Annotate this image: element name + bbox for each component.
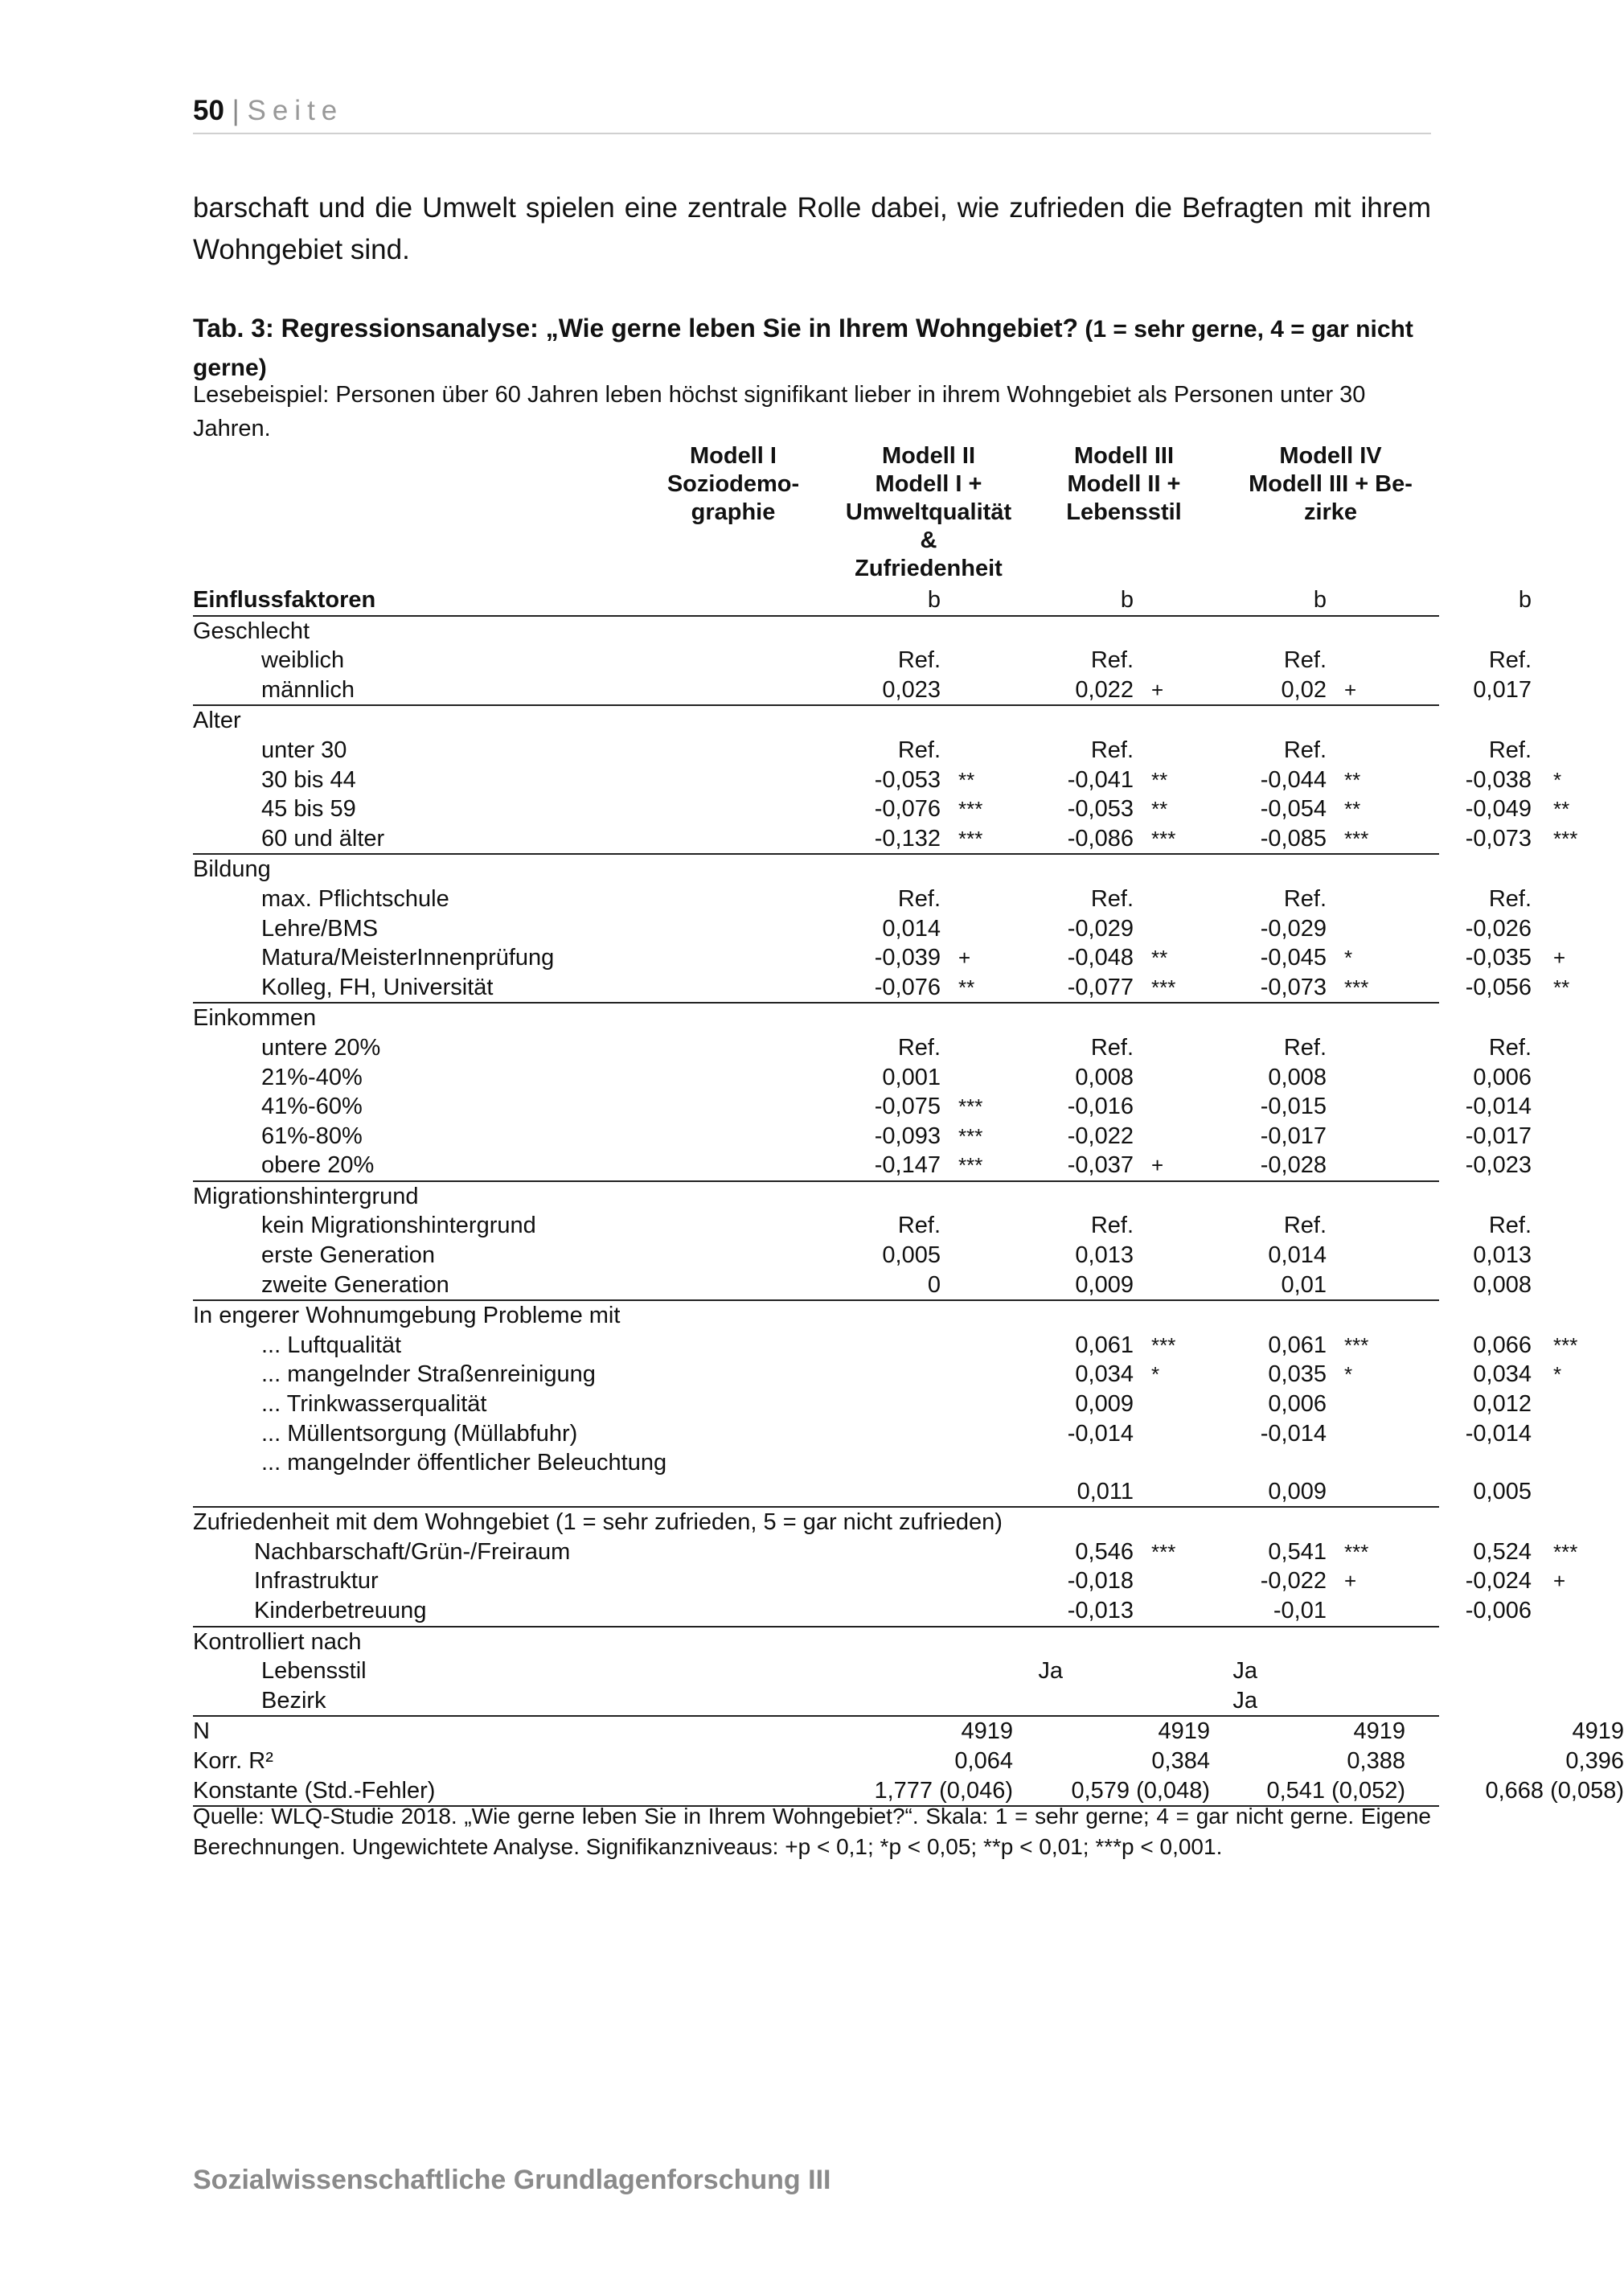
coef-value: Ref. <box>1283 885 1327 912</box>
row-label: weiblich <box>261 647 345 674</box>
coef-value: 0,061 <box>1075 1332 1134 1358</box>
coef-value: -0,041 <box>1067 766 1134 793</box>
group-label: Migrationshintergrund <box>193 1183 419 1209</box>
stats-value: 4919 <box>1353 1718 1405 1745</box>
control-value-model-3: Ja <box>1038 1658 1063 1685</box>
coef-value: 0,541 <box>1268 1538 1327 1565</box>
table-caption <box>193 310 1431 387</box>
table-row <box>193 794 1570 824</box>
row-label: männlich <box>261 676 355 703</box>
coef-value: 0,546 <box>1075 1538 1134 1565</box>
controls-header-row <box>193 1626 1439 1657</box>
coef-value: -0,029 <box>1067 915 1134 942</box>
row-label: ... mangelnder Straßenreinigung <box>261 1361 596 1388</box>
coef-value: -0,073 <box>1260 974 1327 1000</box>
model-header-line: Modell II <box>882 443 975 469</box>
significance-marker: + <box>1553 1569 1566 1594</box>
coef-value: Ref. <box>1283 1034 1327 1061</box>
coef-value: 0,001 <box>882 1064 941 1090</box>
coef-value: -0,049 <box>1465 796 1532 823</box>
row-label: obere 20% <box>261 1152 375 1179</box>
group-header-row <box>193 1002 1439 1033</box>
coef-value: -0,014 <box>1465 1420 1532 1447</box>
row-label: Kinderbetreuung <box>254 1598 427 1623</box>
significance-marker: *** <box>958 1123 983 1148</box>
page-word: Seite <box>247 95 344 126</box>
coef-value: -0,077 <box>1067 974 1134 1000</box>
coef-value: Ref. <box>1283 647 1327 674</box>
table-row <box>193 646 1532 675</box>
intro-paragraph: barschaft und die Umwelt spielen eine zentrale Rolle dabei, wie zufrieden die Befragten mit ihrem Wohngebiet sind. <box>193 192 1431 265</box>
model-header-line: Zufriedenheit <box>855 556 1003 581</box>
coef-value: 0,009 <box>1075 1271 1134 1298</box>
table-row <box>193 1448 1532 1506</box>
table-row <box>193 973 1570 1003</box>
table-row <box>193 914 1532 944</box>
group-header-row <box>193 704 1439 736</box>
row-label: kein Migrationshintergrund <box>261 1213 536 1239</box>
regression-table <box>193 585 1624 1807</box>
table-row <box>193 1360 1562 1389</box>
page-header <box>193 95 1431 127</box>
significance-marker: + <box>1344 1569 1357 1594</box>
coef-value: 0,017 <box>1473 676 1532 703</box>
page-number: 50 <box>193 95 224 126</box>
row-label: 61%-80% <box>261 1123 363 1149</box>
model-header-3 <box>1003 442 1245 527</box>
significance-marker: * <box>1151 1362 1160 1387</box>
coef-value: -0,048 <box>1067 945 1134 971</box>
coef-value: -0,014 <box>1067 1420 1134 1447</box>
model-header-line: Soziodemo- <box>666 471 800 497</box>
row-label: Matura/MeisterInnenprüfung <box>261 945 555 971</box>
coef-value: Ref. <box>1488 1034 1532 1061</box>
control-value-model-4: Ja <box>1232 1658 1257 1685</box>
significance-marker: *** <box>958 797 983 822</box>
row-label: 30 bis 44 <box>261 766 356 793</box>
table-row <box>193 736 1532 766</box>
coef-value: 0,008 <box>1075 1064 1134 1090</box>
coef-value: 0,01 <box>1281 1271 1327 1298</box>
significance-marker: ** <box>1344 767 1361 792</box>
control-value-model-4: Ja <box>1232 1687 1257 1714</box>
coef-value: 0,013 <box>1473 1242 1532 1269</box>
column-label-einflussfaktoren: Einflussfaktoren <box>193 587 376 613</box>
stats-value: 0,541 (0,052) <box>1266 1777 1405 1804</box>
row-label: ... mangelnder öffentlicher Beleuchtung <box>261 1450 667 1476</box>
significance-marker: + <box>1553 946 1566 971</box>
row-label: 45 bis 59 <box>261 796 356 823</box>
coef-value: Ref. <box>1090 885 1134 912</box>
coef-value: 0,008 <box>1268 1064 1327 1090</box>
significance-marker: ** <box>958 767 975 792</box>
model-header-line: Modell II + <box>1067 471 1181 497</box>
coef-value: 0,013 <box>1075 1242 1134 1269</box>
significance-marker: *** <box>1344 1539 1369 1564</box>
caption-scale: (1 = sehr gerne, 4 = gar nicht gerne) <box>193 316 1413 381</box>
group-label: Bildung <box>193 856 271 883</box>
coef-value: -0,093 <box>874 1123 941 1149</box>
significance-marker: ** <box>958 975 975 999</box>
significance-marker: * <box>1553 767 1562 792</box>
coef-value: -0,132 <box>874 825 941 852</box>
table-row <box>193 1566 1566 1596</box>
coef-value: -0,014 <box>1260 1420 1327 1447</box>
stats-value: 0,388 <box>1347 1747 1405 1774</box>
coef-value: 0,009 <box>1268 1479 1327 1505</box>
coef-value: 0,035 <box>1268 1361 1327 1388</box>
coef-value: 0,066 <box>1473 1332 1532 1358</box>
coef-value: Ref. <box>1283 1213 1327 1239</box>
table-row <box>193 1122 1532 1151</box>
controls-row <box>193 1656 1439 1686</box>
coef-value: Ref. <box>897 1213 941 1239</box>
model-header-line: Umweltqualität <box>845 499 1012 525</box>
coef-value: -0,147 <box>874 1152 941 1179</box>
table-row <box>193 766 1562 795</box>
coef-value: -0,085 <box>1260 825 1327 852</box>
significance-marker: + <box>958 946 971 971</box>
stats-label: Korr. R² <box>193 1747 273 1774</box>
coef-value: -0,013 <box>1067 1598 1134 1623</box>
controls-row <box>193 1686 1439 1716</box>
significance-marker: ** <box>1344 797 1361 822</box>
model-header-line: graphie <box>691 499 776 525</box>
group-header-row <box>193 1299 1439 1331</box>
model-header-line: Modell III <box>1073 443 1175 469</box>
coef-value: 0,012 <box>1473 1391 1532 1418</box>
coef-value: -0,076 <box>874 796 941 823</box>
coef-value: 0,005 <box>882 1242 941 1269</box>
coef-header-2: b <box>1120 587 1134 613</box>
group-header-row <box>193 1180 1439 1212</box>
coef-value: 0,022 <box>1075 676 1134 703</box>
controls-label: Kontrolliert nach <box>193 1628 362 1655</box>
reading-example: Lesebeispiel: Personen über 60 Jahren leben höchst signifikant lieber in ihrem Wohngebiet als Personen unter 30 Jahren. <box>193 382 1366 441</box>
row-label: ... Luftqualität <box>261 1332 402 1358</box>
group-label: Geschlecht <box>193 618 310 644</box>
coef-value: -0,026 <box>1465 915 1532 942</box>
coef-value: -0,006 <box>1465 1598 1532 1623</box>
table-row <box>193 675 1532 705</box>
group-label: Zufriedenheit mit dem Wohngebiet (1 = sehr zufrieden, 5 = gar nicht zufrieden) <box>193 1509 1003 1536</box>
group-header-row <box>193 1506 1439 1537</box>
coef-value: -0,022 <box>1067 1123 1134 1149</box>
coef-value: 0,008 <box>1473 1271 1532 1298</box>
significance-marker: *** <box>1553 1539 1578 1564</box>
coef-value: Ref. <box>1488 737 1532 763</box>
row-label: ... Trinkwasserqualität <box>261 1391 487 1418</box>
coef-value: Ref. <box>897 737 941 763</box>
coef-value: Ref. <box>1283 737 1327 763</box>
significance-marker: * <box>1344 1362 1353 1387</box>
model-header-line: Modell I <box>690 443 777 469</box>
source-note: Quelle: WLQ-Studie 2018. „Wie gerne leben Sie in Ihrem Wohngebiet?“. Skala: 1 = sehr gerne; 4 = gar nicht gerne. Eigene Berechnungen. Ungewichtete Analyse. Signifikanzniveaus: +p < 0,1; *p < 0,05; **p < 0,01; ***p < 0,001. <box>193 1804 1431 1859</box>
significance-marker: *** <box>958 1094 983 1119</box>
coef-value: -0,029 <box>1260 915 1327 942</box>
row-label: Nachbarschaft/Grün-/Freiraum <box>254 1538 571 1565</box>
significance-marker: *** <box>1344 826 1369 851</box>
row-label: erste Generation <box>261 1242 436 1269</box>
model-header-line: Modell III + Be- <box>1249 471 1413 497</box>
coef-value: -0,017 <box>1260 1123 1327 1149</box>
group-label: In engerer Wohnumgebung Probleme mit <box>193 1303 621 1329</box>
coef-value: 0,023 <box>882 676 941 703</box>
coef-value: -0,014 <box>1465 1094 1532 1120</box>
coef-value: 0,009 <box>1075 1391 1134 1418</box>
significance-marker: + <box>1151 677 1164 702</box>
coef-value: Ref. <box>1090 1213 1134 1239</box>
coef-value: 0,02 <box>1281 676 1327 703</box>
stats-value: 0,579 (0,048) <box>1071 1777 1210 1804</box>
coef-value: 0,034 <box>1075 1361 1134 1388</box>
table-row <box>193 1537 1578 1567</box>
table-row <box>193 1241 1532 1270</box>
significance-marker: *** <box>1553 1332 1578 1357</box>
coef-value: -0,076 <box>874 974 941 1000</box>
coef-value: Ref. <box>897 647 941 674</box>
coef-value: -0,073 <box>1465 825 1532 852</box>
significance-marker: *** <box>1553 826 1578 851</box>
stats-value: 0,396 <box>1565 1747 1624 1774</box>
table-row <box>193 824 1578 854</box>
significance-marker: ** <box>1553 797 1570 822</box>
header-rule <box>193 133 1431 134</box>
table-row <box>193 1151 1532 1180</box>
row-label: Kolleg, FH, Universität <box>261 974 494 1000</box>
table-row <box>193 1211 1532 1241</box>
coef-value: Ref. <box>1090 737 1134 763</box>
coef-value: 0,034 <box>1473 1361 1532 1388</box>
stats-value: 0,668 (0,058) <box>1485 1777 1624 1804</box>
table-row <box>193 1270 1532 1300</box>
row-label: Lehre/BMS <box>261 915 379 942</box>
coef-value: 0,006 <box>1473 1064 1532 1090</box>
significance-marker: * <box>1344 946 1353 971</box>
stats-label: N <box>193 1718 210 1745</box>
coef-header-1: b <box>927 587 941 613</box>
row-label: Infrastruktur <box>254 1568 379 1595</box>
page-separator: | <box>232 95 240 126</box>
coef-value: 0,061 <box>1268 1332 1327 1358</box>
coef-value: 0,011 <box>1077 1479 1134 1505</box>
significance-marker: *** <box>1344 975 1369 999</box>
coef-value: -0,035 <box>1465 945 1532 971</box>
coef-value: -0,037 <box>1067 1152 1134 1179</box>
coef-value: -0,053 <box>874 766 941 793</box>
row-label: max. Pflichtschule <box>261 885 449 912</box>
model-header-line: Modell I + <box>875 471 982 497</box>
table-row <box>193 1331 1578 1361</box>
coef-value: Ref. <box>1090 1034 1134 1061</box>
significance-marker: *** <box>1151 1539 1176 1564</box>
significance-marker: ** <box>1553 975 1570 999</box>
model-header-line: zirke <box>1303 499 1358 525</box>
stats-value: 1,777 (0,046) <box>874 1777 1013 1804</box>
group-label: Alter <box>193 708 241 734</box>
significance-marker: ** <box>1151 797 1168 822</box>
stats-label: Konstante (Std.-Fehler) <box>193 1777 436 1804</box>
coef-value: -0,086 <box>1067 825 1134 852</box>
significance-marker: *** <box>1151 975 1176 999</box>
significance-marker: *** <box>1151 1332 1176 1357</box>
stats-value: 0,384 <box>1151 1747 1210 1774</box>
table-row <box>193 885 1532 914</box>
row-label: unter 30 <box>261 737 347 763</box>
significance-marker: + <box>1344 677 1357 702</box>
table-row <box>193 1063 1532 1093</box>
row-label: 60 und älter <box>261 825 385 852</box>
coef-value: 0,006 <box>1268 1391 1327 1418</box>
coef-value: -0,053 <box>1067 796 1134 823</box>
table-row <box>193 1092 1532 1122</box>
controls-row-label: Lebensstil <box>261 1658 367 1685</box>
significance-marker: * <box>1553 1362 1562 1387</box>
coef-value: -0,054 <box>1260 796 1327 823</box>
table-row <box>193 1596 1532 1626</box>
coef-value: Ref. <box>1488 1213 1532 1239</box>
significance-marker: + <box>1151 1153 1164 1178</box>
table-header-row <box>193 585 1532 617</box>
coef-value: Ref. <box>897 885 941 912</box>
coef-value: -0,075 <box>874 1094 941 1120</box>
coef-header-3: b <box>1313 587 1327 613</box>
coef-value: 0,014 <box>882 915 941 942</box>
coef-value: 0 <box>927 1271 941 1298</box>
coef-value: 0,014 <box>1268 1242 1327 1269</box>
significance-marker: ** <box>1151 767 1168 792</box>
row-label: zweite Generation <box>261 1271 449 1298</box>
coef-value: -0,01 <box>1273 1598 1327 1623</box>
group-header-row <box>193 853 1439 885</box>
row-label: untere 20% <box>261 1034 381 1061</box>
controls-row-label: Bezirk <box>261 1687 326 1714</box>
coef-value: Ref. <box>897 1034 941 1061</box>
significance-marker: *** <box>958 1153 983 1178</box>
page-footer: Sozialwissenschaftliche Grundlagenforschung III <box>193 2165 831 2195</box>
significance-marker: *** <box>958 826 983 851</box>
significance-marker: *** <box>1151 826 1176 851</box>
coef-value: -0,039 <box>874 945 941 971</box>
table-row <box>193 1033 1532 1063</box>
coef-value: 0,005 <box>1473 1479 1532 1505</box>
coef-value: -0,045 <box>1260 945 1327 971</box>
table-row <box>193 1389 1532 1419</box>
coef-value: -0,044 <box>1260 766 1327 793</box>
coef-header-4: b <box>1518 587 1532 613</box>
stats-value: 4919 <box>1158 1718 1210 1745</box>
model-header-line: & <box>920 527 937 553</box>
caption-title: Tab. 3: Regressionsanalyse: „Wie gerne leben Sie in Ihrem Wohngebiet? <box>193 314 1079 343</box>
coef-value: -0,023 <box>1465 1152 1532 1179</box>
row-label: 21%-40% <box>261 1064 363 1090</box>
model-header-line: Modell IV <box>1279 443 1382 469</box>
stats-value: 0,064 <box>954 1747 1013 1774</box>
coef-value: -0,022 <box>1260 1568 1327 1595</box>
coef-value: -0,016 <box>1067 1094 1134 1120</box>
coef-value: -0,028 <box>1260 1152 1327 1179</box>
stats-value: 4919 <box>961 1718 1013 1745</box>
coef-value: -0,056 <box>1465 974 1532 1000</box>
table-row <box>193 1419 1532 1449</box>
significance-marker: *** <box>1344 1332 1369 1357</box>
coef-value: -0,015 <box>1260 1094 1327 1120</box>
coef-value: Ref. <box>1488 885 1532 912</box>
significance-marker: ** <box>1151 946 1168 971</box>
table-row <box>193 943 1566 973</box>
coef-value: -0,024 <box>1465 1568 1532 1595</box>
group-header-row <box>193 617 1439 646</box>
stats-row <box>193 1747 1624 1776</box>
row-label: ... Müllentsorgung (Müllabfuhr) <box>261 1420 578 1447</box>
coef-value: -0,038 <box>1465 766 1532 793</box>
row-label: 41%-60% <box>261 1094 363 1120</box>
model-header-4 <box>1210 442 1451 527</box>
coef-value: -0,017 <box>1465 1123 1532 1149</box>
stats-row <box>193 1715 1624 1747</box>
coef-value: Ref. <box>1488 647 1532 674</box>
coef-value: 0,524 <box>1473 1538 1532 1565</box>
model-header-line: Lebensstil <box>1066 499 1182 525</box>
coef-value: -0,018 <box>1067 1568 1134 1595</box>
group-label: Einkommen <box>193 1005 317 1032</box>
coef-value: Ref. <box>1090 647 1134 674</box>
stats-value: 4919 <box>1572 1718 1624 1745</box>
